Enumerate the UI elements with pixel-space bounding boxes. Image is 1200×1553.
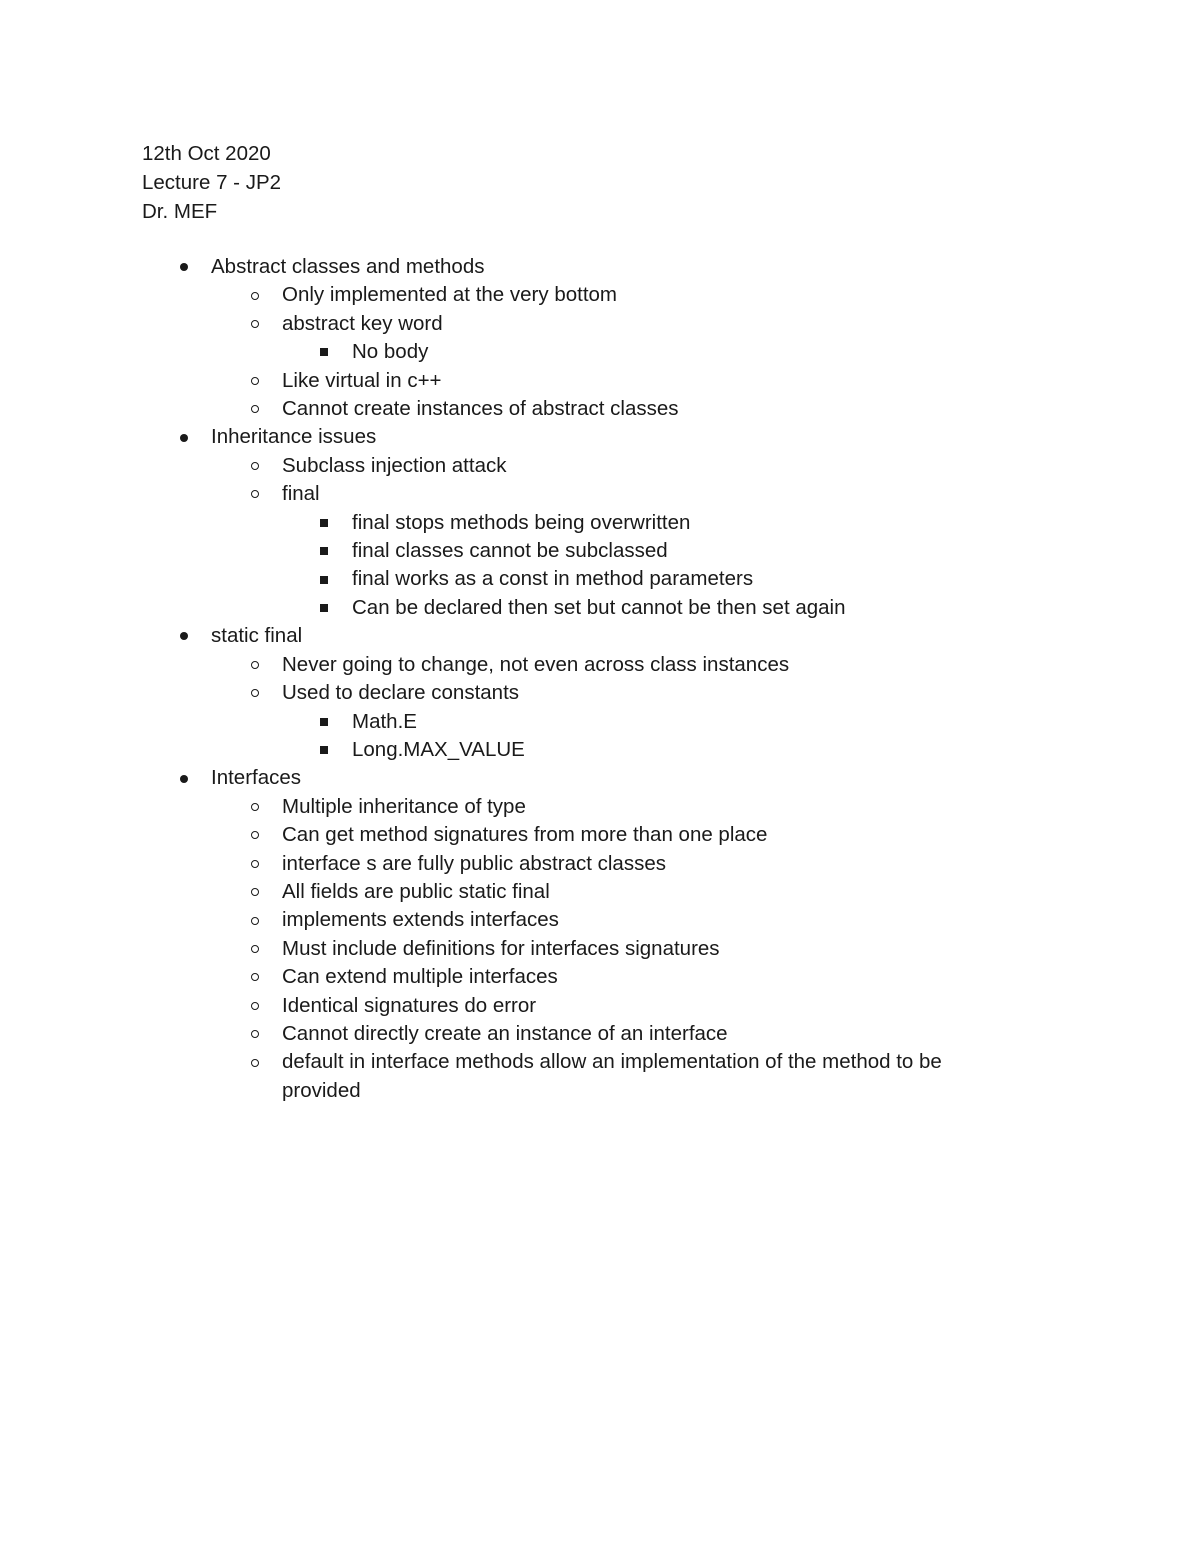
hollow-circle-bullet-icon (248, 480, 262, 508)
filled-square-bullet-icon (317, 509, 331, 537)
outline-item-level-1 (0, 764, 1200, 792)
hollow-circle-bullet-icon (248, 1048, 262, 1076)
outline-item-level-2 (0, 906, 1200, 934)
outline-item-level-2 (0, 850, 1200, 878)
outline-item-level-2 (0, 395, 1200, 423)
hollow-circle-bullet-icon (248, 906, 262, 934)
outline-item-level-3 (0, 537, 1200, 565)
hollow-circle-bullet-icon (248, 281, 262, 309)
hollow-circle-bullet-icon (248, 395, 262, 423)
outline-item-text: No body (352, 340, 429, 364)
outline-item-level-2 (0, 878, 1200, 906)
outline-item-text: Interfaces (211, 766, 302, 790)
hollow-circle-bullet-icon (248, 679, 262, 707)
outline-item-text: default in interface methods allow an implementation of the method to be provided (282, 1050, 942, 1102)
outline-item-level-2 (0, 793, 1200, 821)
hollow-circle-bullet-icon (248, 310, 262, 338)
outline-item-level-2 (0, 480, 1200, 508)
filled-square-bullet-icon (317, 594, 331, 622)
outline-item-level-3 (0, 565, 1200, 593)
hollow-circle-bullet-icon (248, 821, 262, 849)
filled-square-bullet-icon (317, 736, 331, 764)
outline-item-level-2 (0, 1048, 1200, 1105)
outline-item-level-1 (0, 622, 1200, 650)
outline-item-text: interface s are fully public abstract classes (282, 851, 666, 875)
hollow-circle-bullet-icon (248, 878, 262, 906)
outline-item-level-2 (0, 679, 1200, 707)
lecture-date: 12th Oct 2020 (142, 142, 271, 165)
outline-item-text: final stops methods being overwritten (352, 510, 691, 534)
hollow-circle-bullet-icon (248, 651, 262, 679)
bullet-outline (0, 253, 1200, 1105)
outline-item-text: Used to declare constants (282, 681, 520, 705)
outline-item-level-2 (0, 651, 1200, 679)
outline-item-text: Cannot create instances of abstract classes (282, 397, 679, 421)
outline-item-text: All fields are public static final (282, 879, 550, 903)
outline-item-level-3 (0, 708, 1200, 736)
hollow-circle-bullet-icon (248, 935, 262, 963)
outline-item-text: Long.MAX_VALUE (352, 737, 525, 761)
outline-item-level-2 (0, 935, 1200, 963)
outline-item-level-2 (0, 281, 1200, 309)
document-header (142, 139, 281, 226)
outline-item-level-1 (0, 423, 1200, 451)
outline-item-level-2 (0, 367, 1200, 395)
outline-item-text: Multiple inheritance of type (282, 794, 526, 818)
filled-circle-bullet-icon (177, 622, 191, 650)
hollow-circle-bullet-icon (248, 367, 262, 395)
outline-item-level-1 (0, 253, 1200, 281)
outline-item-text: Subclass injection attack (282, 453, 507, 477)
outline-item-text: final works as a const in method parameters (352, 567, 754, 591)
filled-circle-bullet-icon (177, 764, 191, 792)
hollow-circle-bullet-icon (248, 1020, 262, 1048)
outline-item-text: Must include definitions for interfaces signatures (282, 936, 720, 960)
hollow-circle-bullet-icon (248, 850, 262, 878)
outline-item-level-2 (0, 310, 1200, 338)
hollow-circle-bullet-icon (248, 963, 262, 991)
hollow-circle-bullet-icon (248, 452, 262, 480)
filled-square-bullet-icon (317, 708, 331, 736)
outline-item-text: Math.E (352, 709, 417, 733)
outline-item-text: Abstract classes and methods (211, 255, 485, 278)
outline-item-level-3 (0, 594, 1200, 622)
outline-item-text: static final (211, 624, 303, 648)
outline-item-text: Cannot directly create an instance of an interface (282, 1021, 728, 1045)
outline-item-text: abstract key word (282, 311, 443, 335)
outline-item-level-2 (0, 452, 1200, 480)
outline-item-text: Can extend multiple interfaces (282, 965, 558, 989)
filled-square-bullet-icon (317, 338, 331, 366)
filled-circle-bullet-icon (177, 423, 191, 451)
outline-item-text: Can be declared then set but cannot be then set again (352, 595, 846, 619)
filled-square-bullet-icon (317, 565, 331, 593)
outline-item-text: final (282, 482, 320, 506)
outline-item-text: Identical signatures do error (282, 993, 537, 1017)
lecturer-name: Dr. MEF (142, 200, 218, 223)
lecture-title: Lecture 7 - JP2 (142, 171, 282, 194)
filled-circle-bullet-icon (177, 253, 191, 281)
outline-item-text: Never going to change, not even across class instances (282, 652, 790, 676)
outline-item-text: final classes cannot be subclassed (352, 539, 668, 563)
hollow-circle-bullet-icon (248, 793, 262, 821)
outline-item-level-3 (0, 736, 1200, 764)
outline-item-level-3 (0, 338, 1200, 366)
outline-item-text: Like virtual in c++ (282, 368, 442, 392)
filled-square-bullet-icon (317, 537, 331, 565)
outline-item-text: Can get method signatures from more than one place (282, 823, 768, 847)
outline-item-level-3 (0, 509, 1200, 537)
outline-item-level-2 (0, 992, 1200, 1020)
outline-item-text: Inheritance issues (211, 425, 377, 449)
outline-item-level-2 (0, 1020, 1200, 1048)
outline-item-level-2 (0, 963, 1200, 991)
hollow-circle-bullet-icon (248, 992, 262, 1020)
outline-item-text: Only implemented at the very bottom (282, 283, 617, 307)
outline-item-level-2 (0, 821, 1200, 849)
outline-item-text: implements extends interfaces (282, 908, 559, 932)
